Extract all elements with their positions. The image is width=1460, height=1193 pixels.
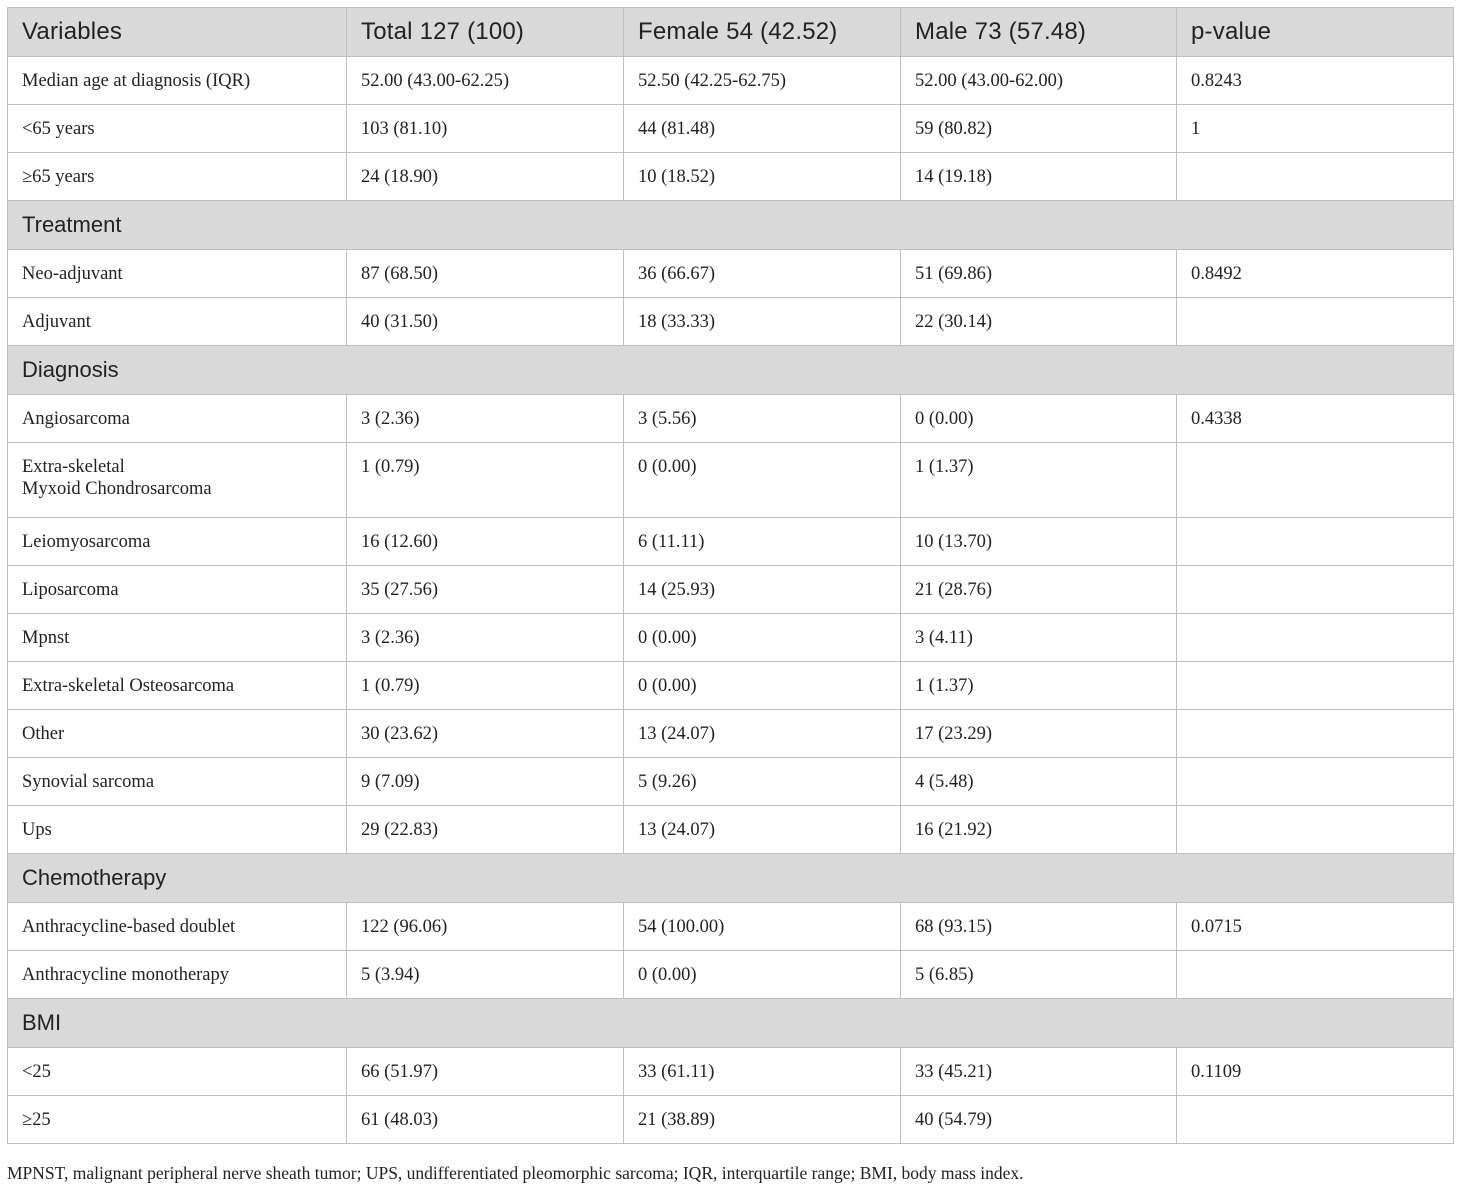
cell-male: 14 (19.18) [901, 153, 1177, 201]
header-row [8, 8, 1454, 57]
cell-male: 17 (23.29) [901, 710, 1177, 758]
cell-total: 1 (0.79) [347, 443, 624, 518]
cell-female: 10 (18.52) [624, 153, 901, 201]
section-row [8, 201, 1454, 250]
cell-male: 68 (93.15) [901, 903, 1177, 951]
table-footnote: MPNST, malignant peripheral nerve sheath tumor; UPS, undifferentiated pleomorphic sarcoma; IQR, interquartile range; BMI, body mass index. [7, 1163, 1024, 1183]
table-row [8, 298, 1454, 346]
cell-p-value: 0.8243 [1177, 57, 1454, 105]
cell-total: 5 (3.94) [347, 951, 624, 999]
section-row [8, 854, 1454, 903]
cell-p-value: 1 [1177, 105, 1454, 153]
cell-male: 10 (13.70) [901, 518, 1177, 566]
cell-total: 122 (96.06) [347, 903, 624, 951]
cell-male: 52.00 (43.00-62.00) [901, 57, 1177, 105]
cell-p-value [1177, 566, 1454, 614]
cell-female: 54 (100.00) [624, 903, 901, 951]
cell-female: 14 (25.93) [624, 566, 901, 614]
section-row [8, 346, 1454, 395]
table-row [8, 443, 1454, 518]
cell-female: 0 (0.00) [624, 443, 901, 518]
cell-p-value [1177, 518, 1454, 566]
cell-total: 16 (12.60) [347, 518, 624, 566]
cell-male: 0 (0.00) [901, 395, 1177, 443]
cell-male: 51 (69.86) [901, 250, 1177, 298]
cell-variable: Extra-skeletal Osteosarcoma [8, 662, 347, 710]
cell-total: 9 (7.09) [347, 758, 624, 806]
table-container [7, 7, 1453, 1144]
cell-total: 61 (48.03) [347, 1096, 624, 1144]
cell-female: 3 (5.56) [624, 395, 901, 443]
cell-female: 36 (66.67) [624, 250, 901, 298]
section-label: BMI [8, 999, 1454, 1048]
cell-p-value [1177, 806, 1454, 854]
cell-p-value [1177, 153, 1454, 201]
cell-female: 33 (61.11) [624, 1048, 901, 1096]
cell-p-value [1177, 710, 1454, 758]
cell-male: 59 (80.82) [901, 105, 1177, 153]
section-label: Chemotherapy [8, 854, 1454, 903]
header-male: Male 73 (57.48) [901, 8, 1177, 57]
section-label: Treatment [8, 201, 1454, 250]
cell-variable: Adjuvant [8, 298, 347, 346]
table-row [8, 105, 1454, 153]
cell-male: 22 (30.14) [901, 298, 1177, 346]
cell-female: 0 (0.00) [624, 662, 901, 710]
cell-p-value [1177, 1096, 1454, 1144]
cell-variable: Liposarcoma [8, 566, 347, 614]
table-row [8, 57, 1454, 105]
cell-male: 3 (4.11) [901, 614, 1177, 662]
cell-variable: Other [8, 710, 347, 758]
cell-variable: Ups [8, 806, 347, 854]
cell-variable: Synovial sarcoma [8, 758, 347, 806]
table-row [8, 662, 1454, 710]
cell-p-value [1177, 298, 1454, 346]
cell-female: 6 (11.11) [624, 518, 901, 566]
cell-male: 33 (45.21) [901, 1048, 1177, 1096]
cell-p-value: 0.4338 [1177, 395, 1454, 443]
cell-variable: Anthracycline monotherapy [8, 951, 347, 999]
table-body [8, 57, 1454, 1144]
cell-total: 87 (68.50) [347, 250, 624, 298]
cell-female: 18 (33.33) [624, 298, 901, 346]
table-row [8, 614, 1454, 662]
table-row [8, 903, 1454, 951]
cell-female: 13 (24.07) [624, 710, 901, 758]
table-row [8, 758, 1454, 806]
cell-variable: <25 [8, 1048, 347, 1096]
header-total: Total 127 (100) [347, 8, 624, 57]
cell-total: 103 (81.10) [347, 105, 624, 153]
cell-female: 0 (0.00) [624, 614, 901, 662]
section-label: Diagnosis [8, 346, 1454, 395]
header-variables: Variables [8, 8, 347, 57]
cell-total: 1 (0.79) [347, 662, 624, 710]
section-row [8, 999, 1454, 1048]
cell-p-value [1177, 758, 1454, 806]
table-row [8, 1048, 1454, 1096]
table-row [8, 250, 1454, 298]
cell-total: 3 (2.36) [347, 395, 624, 443]
cell-variable: ≥65 years [8, 153, 347, 201]
cell-variable: Median age at diagnosis (IQR) [8, 57, 347, 105]
cell-p-value [1177, 443, 1454, 518]
table-row [8, 1096, 1454, 1144]
cell-total: 29 (22.83) [347, 806, 624, 854]
cell-female: 44 (81.48) [624, 105, 901, 153]
table-row [8, 518, 1454, 566]
cell-p-value: 0.8492 [1177, 250, 1454, 298]
characteristics-table [7, 7, 1454, 1144]
cell-p-value: 0.0715 [1177, 903, 1454, 951]
cell-variable: ≥25 [8, 1096, 347, 1144]
cell-total: 40 (31.50) [347, 298, 624, 346]
cell-variable: Angiosarcoma [8, 395, 347, 443]
cell-variable: Leiomyosarcoma [8, 518, 347, 566]
header-female: Female 54 (42.52) [624, 8, 901, 57]
table-row [8, 951, 1454, 999]
cell-total: 52.00 (43.00-62.25) [347, 57, 624, 105]
table-row [8, 153, 1454, 201]
cell-variable: Mpnst [8, 614, 347, 662]
cell-male: 40 (54.79) [901, 1096, 1177, 1144]
cell-total: 24 (18.90) [347, 153, 624, 201]
cell-male: 4 (5.48) [901, 758, 1177, 806]
cell-variable: Anthracycline-based doublet [8, 903, 347, 951]
cell-total: 66 (51.97) [347, 1048, 624, 1096]
cell-female: 13 (24.07) [624, 806, 901, 854]
cell-p-value [1177, 614, 1454, 662]
cell-variable: Neo-adjuvant [8, 250, 347, 298]
header-p-value: p-value [1177, 8, 1454, 57]
table-row [8, 566, 1454, 614]
cell-male: 16 (21.92) [901, 806, 1177, 854]
table-header [8, 8, 1454, 57]
cell-female: 52.50 (42.25-62.75) [624, 57, 901, 105]
cell-total: 35 (27.56) [347, 566, 624, 614]
cell-p-value [1177, 662, 1454, 710]
cell-female: 21 (38.89) [624, 1096, 901, 1144]
cell-male: 21 (28.76) [901, 566, 1177, 614]
table-row [8, 395, 1454, 443]
cell-variable: Extra-skeletal Myxoid Chondrosarcoma [8, 443, 347, 518]
cell-total: 3 (2.36) [347, 614, 624, 662]
table-row [8, 806, 1454, 854]
cell-male: 1 (1.37) [901, 443, 1177, 518]
cell-total: 30 (23.62) [347, 710, 624, 758]
cell-female: 0 (0.00) [624, 951, 901, 999]
cell-female: 5 (9.26) [624, 758, 901, 806]
table-row [8, 710, 1454, 758]
cell-p-value: 0.1109 [1177, 1048, 1454, 1096]
cell-male: 5 (6.85) [901, 951, 1177, 999]
cell-male: 1 (1.37) [901, 662, 1177, 710]
cell-variable: <65 years [8, 105, 347, 153]
cell-p-value [1177, 951, 1454, 999]
